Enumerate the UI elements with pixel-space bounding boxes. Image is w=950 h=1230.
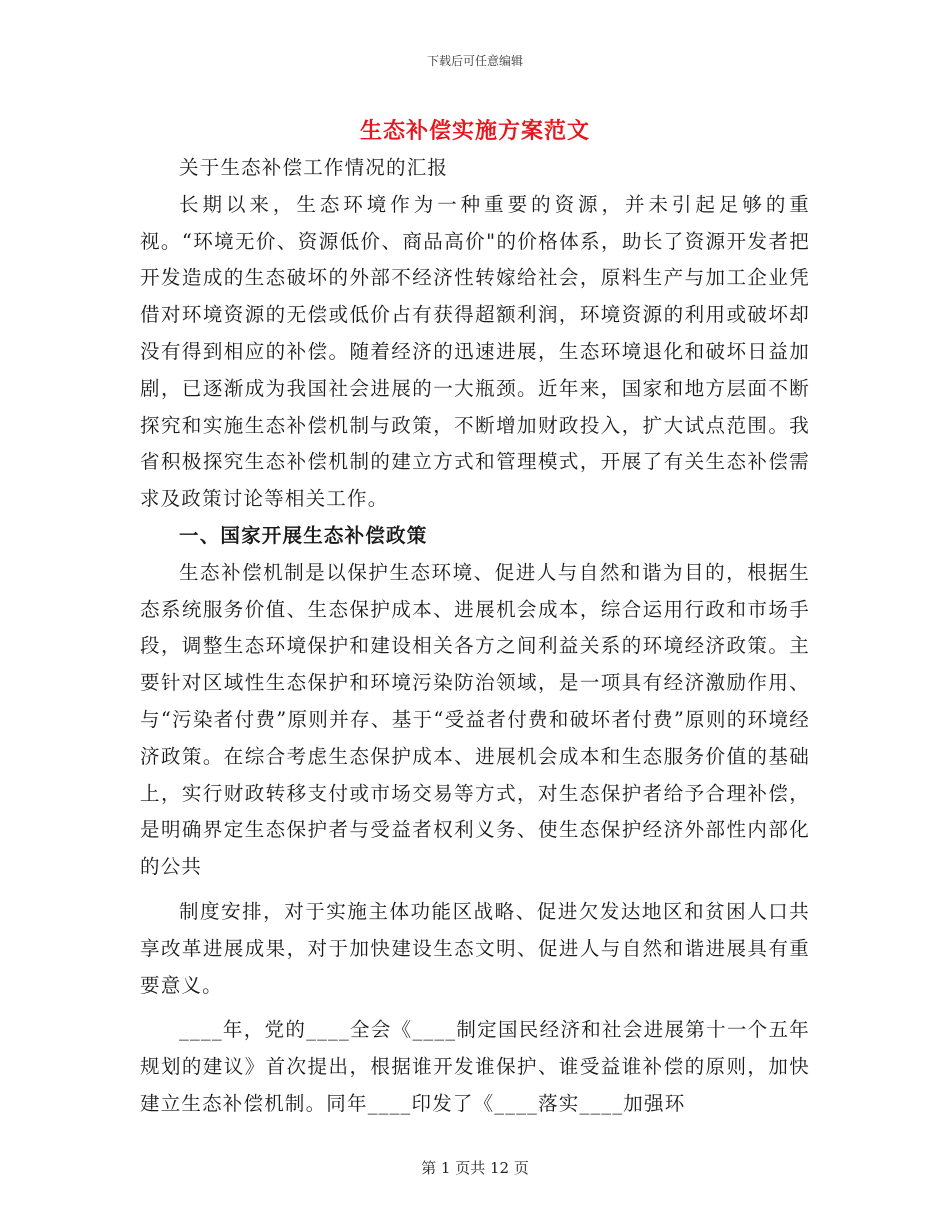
section-heading: 一、国家开展生态补偿政策 [179,523,428,547]
paragraph-history: ____年，党的____全会《____制定国民经济和社会进展第十一个五年规划的建议》首次提出，根据谁开发谁保护、谁受益谁补偿的原则，加快建立生态补偿机制。同年____印发了《____落实____加强环 [140,1018,810,1115]
page-header: 下载后可任意编辑 [426,54,523,68]
paragraph-intro: 长期以来，生态环境作为一种重要的资源，并未引起足够的重视。“环境无价、资源低价、商品高价"的价格体系，助长了资源开发者把开发造成的生态破坏的外部不经济性转嫁给社会，原料生产与加工企业凭借对环境资源的无偿或低价占有获得超额利润，环境资源的利用或破坏却没有得到相应的补偿。随着经济的迅速进展，生态环境退化和破坏日益加剧，已逐渐成为我国社会进展的一大瓶颈。近年来，国家和地方层面不断探究和实施生态补偿机制与政策，不断增加财政投入，扩大试点范围。我省积极探究生态补偿机制的建立方式和管理模式，开展了有关生态补偿需求及政策讨论等相关工作。 [140,192,810,511]
document-body [140,150,810,1123]
report-subtitle: 关于生态补偿工作情况的汇报 [179,156,449,179]
page-footer: 第 1 页共 12 页 [421,1159,529,1177]
paragraph-mechanism: 生态补偿机制是以保护生态环境、促进人与自然和谐为目的，根据生态系统服务价值、生态保护成本、进展机会成本，综合运用行政和市场手段，调整生态环境保护和建设相关各方之间利益关系的环境经济政策。主要针对区域性生态保护和环境污染防治领域，是一项具有经济激励作用、与“污染者付费”原则并存、基于“受益者付费和破坏者付费”原则的环境经济政策。在综合考虑生态保护成本、进展机会成本和生态服务价值的基础上，实行财政转移支付或市场交易等方式，对生态保护者给予合理补偿，是明确界定生态保护者与受益者权利义务、使生态保护经济外部性内部化的公共 [140,560,810,879]
document-title: 生态补偿实施方案范文 [359,118,590,144]
paragraph-significance: 制度安排，对于实施主体功能区战略、促进欠发达地区和贫困人口共享改革进展成果，对于加快建设生态文明、促进人与自然和谐进展具有重要意义。 [140,899,810,997]
